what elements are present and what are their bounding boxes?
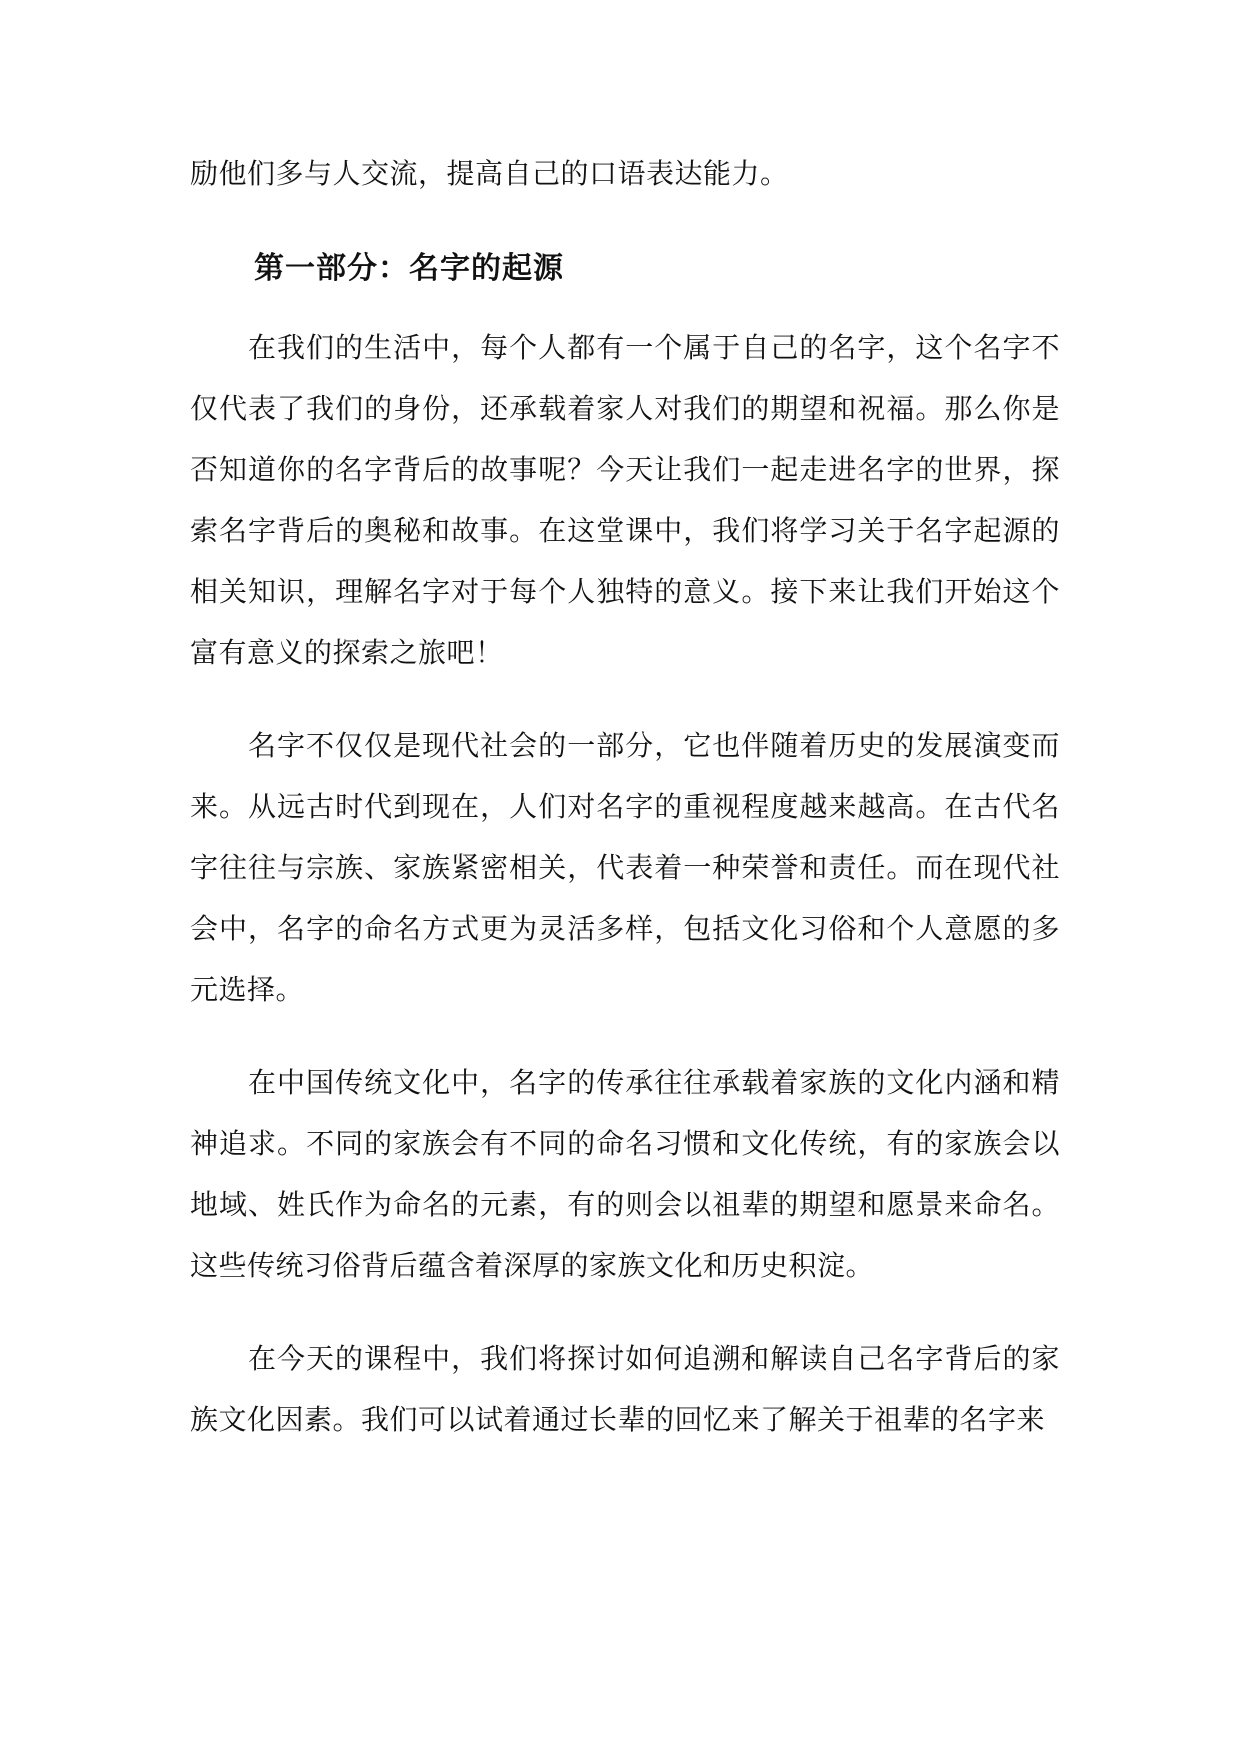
continuation-paragraph: 励他们多与人交流，提高自己的口语表达能力。 <box>190 157 789 190</box>
body-paragraph-2: 名字不仅仅是现代社会的一部分，它也伴随着历史的发展演变而来。从远古时代到现在，人们对名字的重视程度越来越高。在古代名字往往与宗族、家族紧密相关，代表着一种荣誉和责任。而在现代社会中，名字的命名方式更为灵活多样，包括文化习俗和个人意愿的多元选择。 <box>190 729 1060 1006</box>
body-paragraph-4: 在今天的课程中，我们将探讨如何追溯和解读自己名字背后的家族文化因素。我们可以试着通过长辈的回忆来了解关于祖辈的名字来 <box>190 1342 1060 1436</box>
section-heading: 第一部分：名字的起源 <box>254 251 564 286</box>
body-paragraph-1: 在我们的生活中，每个人都有一个属于自己的名字，这个名字不仅代表了我们的身份，还承载着家人对我们的期望和祝福。那么你是否知道你的名字背后的故事呢？今天让我们一起走进名字的世界，探索名字背后的奥秘和故事。在这堂课中，我们将学习关于名字起源的相关知识，理解名字对于每个人独特的意义。接下来让我们开始这个富有意义的探索之旅吧！ <box>190 331 1060 669</box>
body-paragraph-3: 在中国传统文化中，名字的传承往往承载着家族的文化内涵和精神追求。不同的家族会有不同的命名习惯和文化传统，有的家族会以地域、姓氏作为命名的元素，有的则会以祖辈的期望和愿景来命名。这些传统习俗背后蕴含着深厚的家族文化和历史积淀。 <box>190 1066 1060 1282</box>
document-body <box>190 143 1060 1450</box>
